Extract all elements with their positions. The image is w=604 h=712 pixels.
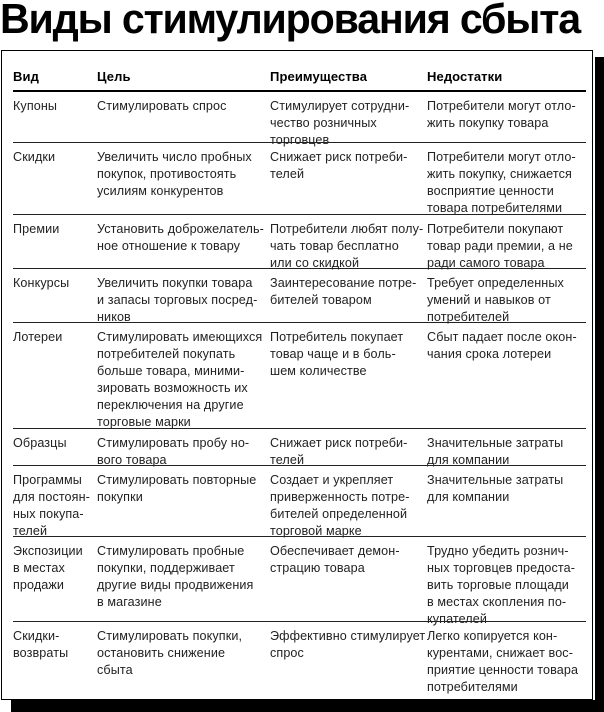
card-shadow-right	[595, 57, 604, 712]
table-row	[13, 323, 586, 429]
cell-type: Лотереи	[13, 330, 63, 344]
header-goal: Цель	[97, 69, 131, 84]
cell-goal: Установить доброжелатель- ное отношение к товару	[97, 222, 264, 253]
cell-cons: Потребители покупают товар ради премии, а не ради самого товара	[427, 222, 573, 270]
table-row	[13, 466, 586, 537]
cell-type: Купоны	[13, 99, 58, 113]
cell-cons: Сбыт падает после окон- чания срока лотереи	[427, 330, 577, 361]
cell-type: Программы для постоян- ных покупа- телей	[13, 473, 90, 538]
cell-cons: Значительные затраты для компании	[427, 473, 564, 504]
cell-type: Конкурсы	[13, 276, 70, 290]
cell-goal: Стимулировать спрос	[97, 99, 227, 113]
table-row	[13, 622, 586, 702]
cell-pros: Создает и укрепляет приверженность потре- бителей определенной торговой марке	[270, 473, 410, 538]
cell-pros: Эффективно стимулирует спрос	[270, 629, 426, 660]
cell-cons: Легко копируется кон- курентами, снижает вос- приятие ценности товара потребителями	[427, 629, 579, 694]
table-row	[13, 92, 586, 147]
cell-cons: Требует определенных умений и навыков от потребителей	[427, 276, 564, 324]
cell-goal: Стимулировать покупки, остановить снижение сбыта	[97, 629, 243, 677]
cell-cons: Потребители могут отло- жить покупку товара	[427, 99, 576, 130]
cell-pros: Снижает риск потреби- телей	[270, 150, 408, 181]
page-title: Виды стимулирования сбыта	[0, 0, 580, 42]
cell-goal: Стимулировать повторные покупки	[97, 473, 257, 504]
table-row	[13, 537, 586, 626]
cell-goal: Стимулировать пробу но- вого товара	[97, 436, 250, 467]
table-card	[1, 50, 593, 700]
cell-goal: Увеличить число пробных покупок, противостоять усилиям конкурентов	[97, 150, 252, 198]
cell-pros: Заинтересование потре- бителей товаром	[270, 276, 417, 307]
cell-pros: Потребители любят полу- чать товар бесплатно или со скидкой	[270, 222, 424, 270]
table-row	[13, 215, 586, 269]
header-cons: Недостатки	[427, 69, 503, 84]
cell-cons: Значительные затраты для компании	[427, 436, 564, 467]
table-row	[13, 143, 586, 215]
cell-type: Экспозиции в местах продажи	[13, 544, 83, 592]
cell-cons: Трудно убедить рознич- ных торговцев предоста- вить торговые площади в местах скопления по- купателей	[427, 544, 576, 626]
cell-pros: Снижает риск потреби- телей	[270, 436, 408, 467]
promotion-table	[13, 68, 586, 702]
table-row	[13, 429, 586, 466]
cell-type: Скидки	[13, 150, 56, 164]
header-type: Вид	[13, 69, 39, 84]
table-row	[13, 269, 586, 323]
cell-goal: Увеличить покупки товара и запасы торговых посред- ников	[97, 276, 258, 324]
cell-type: Премии	[13, 222, 60, 236]
table-header	[13, 68, 586, 92]
cell-cons: Потребители могут отло- жить покупку, снижается восприятие ценности товара потребителями	[427, 150, 576, 215]
cell-pros: Стимулирует сотрудни- чество розничных торговцев	[270, 99, 410, 147]
cell-pros: Потребитель покупает товар чаще и в боль- шем количестве	[270, 330, 404, 378]
cell-goal: Стимулировать имеющихся потребителей покупать больше товара, миними- зировать возможность их переключения на другие торговые марки	[97, 330, 263, 429]
cell-type: Скидки- возвраты	[13, 629, 69, 660]
cell-pros: Обеспечивает демон- страцию товара	[270, 544, 400, 575]
cell-goal: Стимулировать пробные покупки, поддерживает другие виды продвижения в магазине	[97, 544, 254, 609]
header-pros: Преимущества	[270, 69, 368, 84]
cell-type: Образцы	[13, 436, 67, 450]
